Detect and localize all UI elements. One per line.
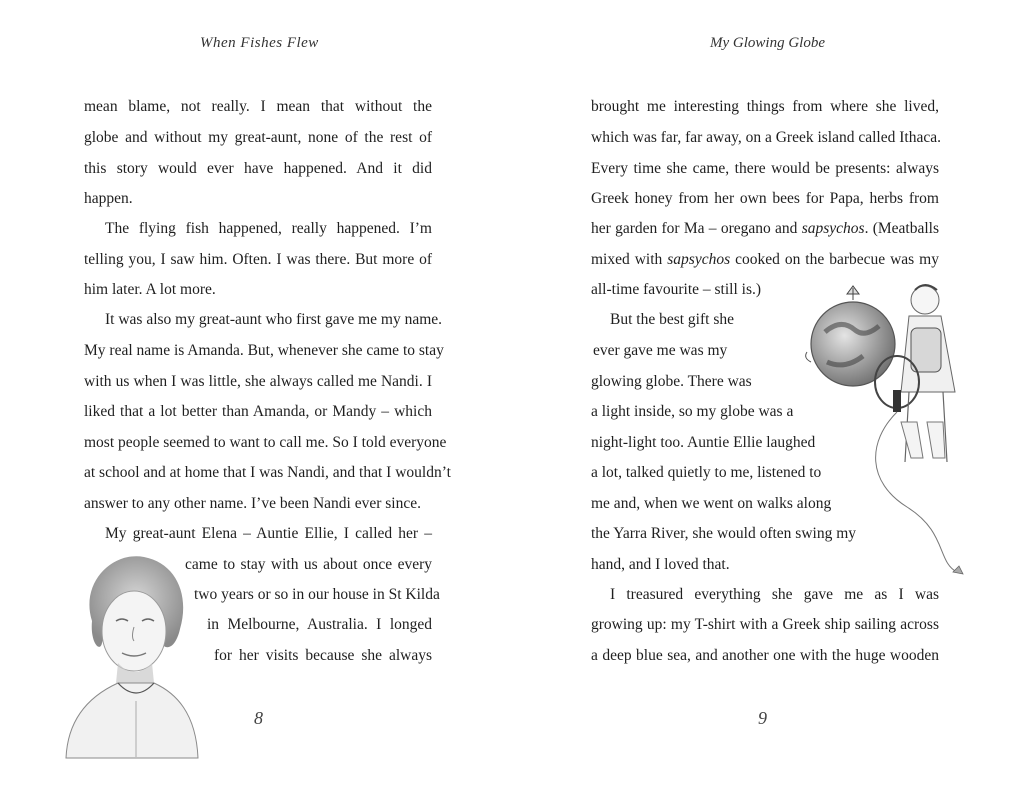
text-line: the Yarra River, she would often swing my [591, 525, 856, 542]
running-head-right: My Glowing Globe [710, 35, 825, 51]
text-line: The flying fish happened, really happened. I’m [105, 220, 432, 237]
text-line: globe and without my great-aunt, none of the rest of [84, 129, 432, 146]
text-line: with us when I was little, she always called me Nandi. I [84, 373, 432, 390]
text-line: Greek honey from her own bees for Papa, herbs from [591, 190, 939, 207]
page-number-left: 8 [254, 708, 263, 728]
text-line: her garden for Ma – oregano and sapsychos. (Meatballs [591, 220, 939, 237]
text-line: It was also my great-aunt who first gave me my name. [105, 311, 443, 328]
text-line: My great-aunt Elena – Auntie Ellie, I called her – [105, 525, 432, 542]
text-line: happen. [84, 190, 133, 207]
right-page [512, 0, 1024, 786]
text-line: came to stay with us about once every [185, 556, 432, 573]
text-line: ever gave me was my [593, 342, 728, 359]
page-number-right: 9 [758, 708, 767, 728]
great-aunt-portrait-illustration [56, 543, 206, 763]
text-line: answer to any other name. I’ve been Nandi ever since. [84, 495, 421, 512]
text-line: at school and at home that I was Nandi, and that I wouldn’t [84, 464, 451, 481]
text-line: growing up: my T-shirt with a Greek ship sailing across [591, 616, 939, 633]
text-line: a deep blue sea, and another one with the huge wooden [591, 647, 939, 664]
text-line: But the best gift she [610, 311, 734, 328]
text-line: me and, when we went on walks along [591, 495, 832, 512]
text-line: in Melbourne, Australia. I longed [207, 616, 432, 633]
girl-with-globe-illustration [797, 272, 977, 592]
text-line: telling you, I saw him. Often. I was there. But more of [84, 251, 432, 268]
running-head-left: When Fishes Flew [200, 35, 319, 51]
text-line: hand, and I loved that. [591, 556, 730, 573]
text-line: mean blame, not really. I mean that without the [84, 98, 432, 115]
text-line: night-light too. Auntie Ellie laughed [591, 434, 816, 451]
text-line: a lot, talked quietly to me, listened to [591, 464, 822, 481]
text-line: a light inside, so my globe was a [591, 403, 794, 420]
text-line: I treasured everything she gave me as I was [610, 586, 939, 603]
text-line: for her visits because she always [214, 647, 432, 664]
text-line: this story would ever have happened. And it did [84, 160, 432, 177]
text-line: most people seemed to want to call me. So I told everyone [84, 434, 447, 451]
text-line: all-time favourite – still is.) [591, 281, 762, 298]
text-line: My real name is Amanda. But, whenever she came to stay [84, 342, 444, 359]
text-line: liked that a lot better than Amanda, or Mandy – which [84, 403, 432, 420]
text-line: two years or so in our house in St Kilda [194, 586, 440, 603]
text-line: Every time she came, there would be presents: always [591, 160, 939, 177]
text-line: brought me interesting things from where she lived, [591, 98, 939, 115]
text-line: him later. A lot more. [84, 281, 216, 298]
text-line: which was far, far away, on a Greek island called Ithaca. [591, 129, 941, 146]
text-line: glowing globe. There was [591, 373, 752, 390]
text-line: mixed with sapsychos cooked on the barbecue was my [591, 251, 939, 268]
